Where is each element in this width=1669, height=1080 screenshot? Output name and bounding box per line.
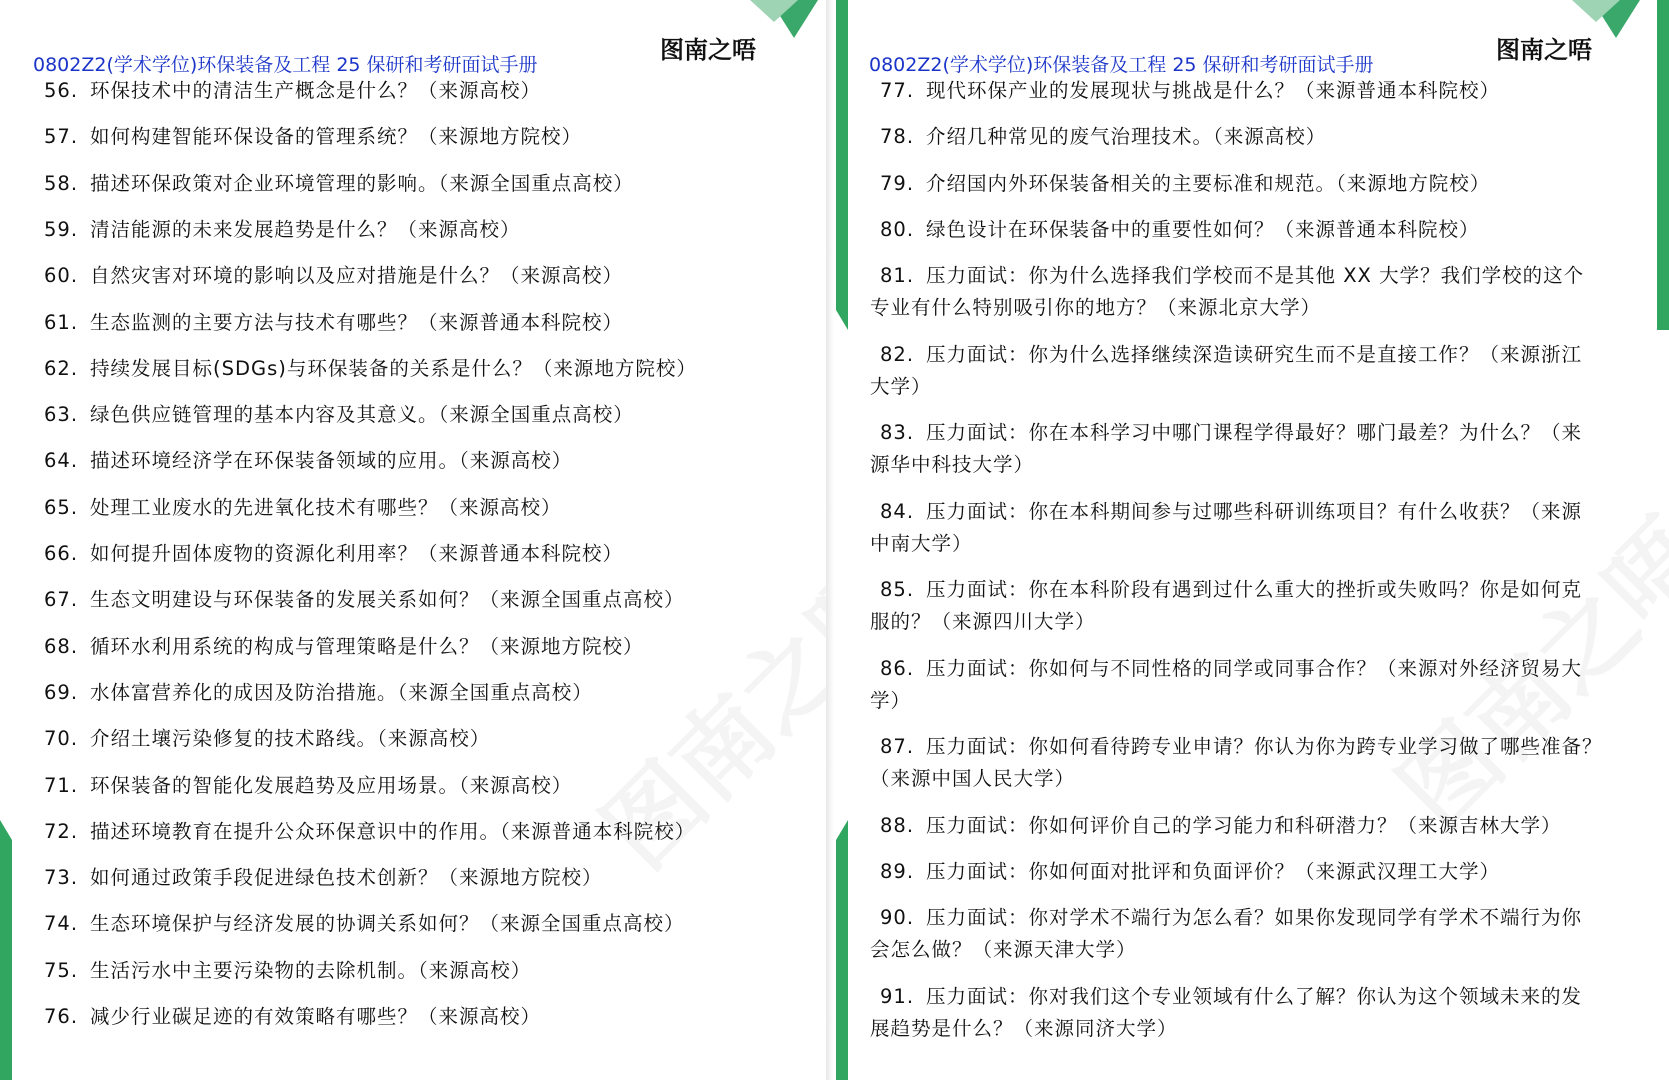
question-text: 如何通过政策手段促进绿色技术创新？（来源地方院校） [90, 866, 603, 890]
question-line [880, 856, 1500, 888]
question-item [44, 955, 531, 987]
question-number: 57. [44, 125, 79, 149]
question-line-continued [870, 528, 973, 560]
question-text: 减少行业碳足迹的有效策略有哪些？（来源高校） [90, 1005, 542, 1028]
question-number: 59. [44, 217, 79, 241]
question-number: 70. [44, 727, 79, 751]
corner-triangle-decoration-light [750, 0, 798, 22]
question-item [44, 584, 685, 616]
question-item [44, 770, 572, 802]
document-header-title: 0802Z2(学术学位)环保装备及工程 25 保研和考研面试手册 [869, 54, 1374, 76]
question-number: 77. [880, 79, 915, 102]
question-text: 压力面试：你如何看待跨专业申请？你认为你为跨专业学习做了哪些准备？ [926, 735, 1603, 759]
question-line [880, 417, 1582, 449]
question-line [880, 168, 1490, 200]
question-item [44, 631, 644, 663]
question-number: 81. [880, 264, 915, 288]
question-number: 62. [44, 356, 79, 380]
question-number: 84. [880, 499, 915, 523]
question-number: 91. [880, 984, 915, 1008]
question-number: 60. [44, 264, 79, 288]
question-text: 压力面试：你如何与不同性格的同学或同事合作？（来源对外经济贸易大 [926, 656, 1583, 680]
question-text: 描述环保政策对企业环境管理的影响。（来源全国重点高校） [90, 171, 634, 195]
question-number: 79. [880, 171, 915, 195]
question-number: 61. [44, 310, 79, 334]
question-line-continued [870, 292, 1321, 324]
question-number: 89. [880, 860, 915, 883]
question-line-continued [870, 763, 1075, 795]
question-line-continued [870, 934, 1137, 966]
question-text: 压力面试：你在本科阶段有遇到过什么重大的挫折或失败吗？你是如何克 [926, 578, 1583, 602]
question-line [880, 339, 1582, 371]
question-text: 生活污水中主要污染物的去除机制。（来源高校） [90, 958, 532, 982]
question-number: 72. [44, 819, 79, 843]
question-number: 69. [44, 680, 79, 704]
question-text: 自然灾害对环境的影响以及应对措施是什么？（来源高校） [90, 264, 624, 288]
question-text: 清洁能源的未来发展趋势是什么？（来源高校） [90, 217, 521, 241]
question-text: 会怎么做？（来源天津大学） [870, 938, 1137, 962]
question-line-continued [870, 371, 932, 403]
question-text: 持续发展目标(SDGs)与环保装备的关系是什么？（来源地方院校） [90, 356, 697, 380]
question-line [880, 731, 1603, 763]
question-text: 中南大学） [870, 531, 973, 555]
question-number: 76. [44, 1005, 79, 1028]
question-line [880, 902, 1582, 934]
question-text: 生态环境保护与经济发展的协调关系如何？（来源全国重点高校） [90, 912, 685, 936]
question-text: 现代环保产业的发展现状与挑战是什么？（来源普通本科院校） [926, 79, 1501, 102]
question-line-continued [870, 685, 911, 717]
question-item [44, 492, 562, 524]
brand-label: 图南之唔 [660, 36, 756, 64]
question-number: 73. [44, 866, 79, 890]
brand-label: 图南之唔 [1496, 36, 1592, 64]
question-text: 压力面试：你为什么选择继续深造读研究生而不是直接工作？（来源浙江 [926, 342, 1583, 366]
question-text: 绿色设计在环保装备中的重要性如何？（来源普通本科院校） [926, 217, 1480, 241]
corner-triangle-decoration-light [1572, 0, 1620, 22]
question-line [880, 75, 1500, 107]
question-text: 环保技术中的清洁生产概念是什么？（来源高校） [90, 79, 542, 102]
question-number: 82. [880, 342, 915, 366]
question-line [880, 496, 1582, 528]
question-number: 78. [880, 125, 915, 149]
question-text: 介绍几种常见的废气治理技术。（来源高校） [926, 125, 1327, 149]
question-number: 90. [880, 906, 915, 930]
question-line [880, 121, 1326, 153]
question-line-continued [870, 606, 1096, 638]
question-item [44, 121, 582, 153]
question-item [44, 260, 623, 292]
question-line-continued [870, 1013, 1178, 1045]
question-number: 65. [44, 495, 79, 519]
question-number: 64. [44, 449, 79, 473]
question-line-continued [870, 449, 1034, 481]
question-line [880, 260, 1584, 292]
question-item [44, 353, 697, 385]
question-item [44, 908, 685, 940]
question-number: 86. [880, 656, 915, 680]
question-item [44, 307, 623, 339]
question-text: 源华中科技大学） [870, 453, 1035, 477]
question-line [880, 981, 1582, 1013]
question-number: 85. [880, 578, 915, 602]
question-item [44, 723, 490, 755]
question-number: 75. [44, 958, 79, 982]
right-page-bottom-stripe [836, 820, 848, 1080]
question-item [44, 445, 572, 477]
question-number: 58. [44, 171, 79, 195]
question-text: 压力面试：你在本科学习中哪门课程学得最好？哪门最差？为什么？（来 [926, 421, 1583, 445]
question-number: 56. [44, 79, 79, 102]
question-text: 如何构建智能环保设备的管理系统？（来源地方院校） [90, 125, 583, 149]
question-number: 67. [44, 588, 79, 612]
question-item [44, 862, 603, 894]
question-text: 专业有什么特别吸引你的地方？（来源北京大学） [870, 296, 1322, 320]
right-page [836, 0, 1669, 1080]
question-text: 展趋势是什么？（来源同济大学） [870, 1016, 1178, 1040]
question-text: 学） [870, 688, 912, 712]
question-text: 压力面试：你为什么选择我们学校而不是其他 XX 大学？我们学校的这个 [926, 264, 1585, 288]
question-text: 绿色供应链管理的基本内容及其意义。（来源全国重点高校） [90, 403, 634, 427]
question-line [880, 653, 1582, 685]
question-text: 描述环境经济学在环保装备领域的应用。（来源高校） [90, 449, 573, 473]
question-number: 88. [880, 813, 915, 837]
question-text: 压力面试：你对我们这个专业领域有什么了解？你认为这个领域未来的发 [926, 984, 1583, 1008]
question-line [880, 810, 1562, 842]
question-text: 介绍国内外环保装备相关的主要标准和规范。（来源地方院校） [926, 171, 1491, 195]
question-text: 生态文明建设与环保装备的发展关系如何？（来源全国重点高校） [90, 588, 685, 612]
question-item [44, 1001, 541, 1033]
question-text: 大学） [870, 374, 932, 398]
question-text: 描述环境教育在提升公众环保意识中的作用。（来源普通本科院校） [90, 819, 696, 843]
question-text: 压力面试：你如何评价自己的学习能力和科研潜力？（来源吉林大学） [926, 813, 1562, 837]
right-page-left-stripe [836, 0, 848, 330]
question-item [44, 538, 623, 570]
question-number: 74. [44, 912, 79, 936]
question-number: 87. [880, 735, 915, 759]
question-item [44, 75, 541, 107]
question-text: 服的？（来源四川大学） [870, 610, 1096, 634]
question-number: 63. [44, 403, 79, 427]
right-edge-stripe [1657, 0, 1669, 330]
question-number: 71. [44, 773, 79, 797]
question-item [44, 399, 634, 431]
question-text: 水体富营养化的成因及防治措施。（来源全国重点高校） [90, 680, 593, 704]
question-text: 压力面试：你如何面对批评和负面评价？（来源武汉理工大学） [926, 860, 1501, 883]
question-text: 介绍土壤污染修复的技术路线。（来源高校） [90, 727, 491, 751]
question-text: 压力面试：你对学术不端行为怎么看？如果你发现同学有学术不端行为你 [926, 906, 1583, 930]
question-text: 环保装备的智能化发展趋势及应用场景。（来源高校） [90, 773, 573, 797]
question-text: 处理工业废水的先进氧化技术有哪些？（来源高校） [90, 495, 562, 519]
question-item [44, 214, 521, 246]
question-number: 80. [880, 217, 915, 241]
question-text: 如何提升固体废物的资源化利用率？（来源普通本科院校） [90, 542, 624, 565]
question-text: 生态监测的主要方法与技术有哪些？（来源普通本科院校） [90, 310, 624, 334]
question-number: 83. [880, 421, 915, 445]
question-item [44, 677, 593, 709]
left-edge-stripe [0, 820, 12, 1080]
question-number: 66. [44, 542, 79, 565]
document-header-title: 0802Z2(学术学位)环保装备及工程 25 保研和考研面试手册 [33, 54, 538, 76]
question-line [880, 214, 1480, 246]
question-item [44, 168, 634, 200]
question-item [44, 816, 695, 848]
question-text: 循环水利用系统的构成与管理策略是什么？（来源地方院校） [90, 634, 644, 658]
question-line [880, 574, 1582, 606]
question-text: 压力面试：你在本科期间参与过哪些科研训练项目？有什么收获？（来源 [926, 499, 1583, 523]
question-number: 68. [44, 634, 79, 658]
question-text: （来源中国人民大学） [870, 767, 1076, 791]
